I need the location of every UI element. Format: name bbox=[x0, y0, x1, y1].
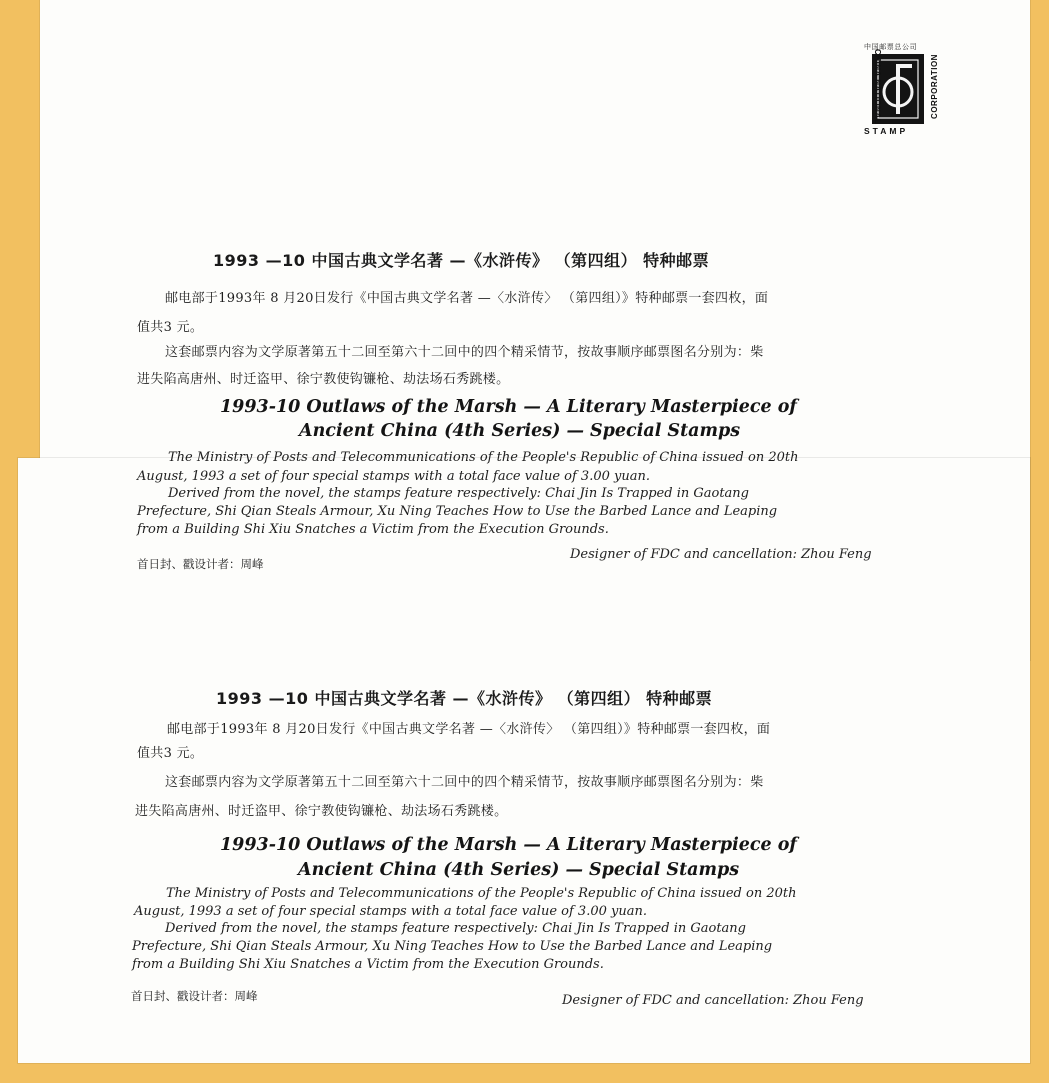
body-en-line1-top: The Ministry of Posts and Telecommunications of the People's Republic of China issued on 20th bbox=[168, 450, 799, 465]
body-en-line5-bottom: from a Building Shi Xiu Snatches a Victim from the Execution Grounds. bbox=[132, 957, 604, 972]
para2-line2-top: 进失陷高唐州、时迁盗甲、徐宁教使钩镰枪、劫法场石秀跳楼。 bbox=[137, 372, 510, 387]
body-en-line3-bottom: Derived from the novel, the stamps feature respectively: Chai Jin Is Trapped in Gaotang bbox=[165, 921, 746, 936]
body-en-line5-top: from a Building Shi Xiu Snatches a Victim from the Execution Grounds. bbox=[137, 522, 609, 537]
heading-cn-top: 1993 —10 中国古典文学名著 —《水浒传》 （第四组） 特种邮票 bbox=[213, 251, 710, 270]
para2-line2-bottom: 进失陷高唐州、时迁盗甲、徐宁教使钩镰枪、劫法场石秀跳楼。 bbox=[135, 804, 508, 819]
body-en-line4-bottom: Prefecture, Shi Qian Steals Armour, Xu Ning Teaches How to Use the Barbed Lance and Leaping bbox=[132, 939, 773, 954]
logo-bottom-text: STAMP bbox=[864, 126, 909, 136]
credit-cn-bottom: 首日封、戳设计者：周峰 bbox=[131, 989, 258, 1003]
credit-en-top: Designer of FDC and cancellation: Zhou Feng bbox=[570, 547, 872, 562]
title-en-line1-top: 1993-10 Outlaws of the Marsh — A Literary Masterpiece of bbox=[220, 397, 797, 417]
body-en-line4-top: Prefecture, Shi Qian Steals Armour, Xu Ning Teaches How to Use the Barbed Lance and Leaping bbox=[137, 504, 778, 519]
para1-line1-bottom: 邮电部于1993年 8 月20日发行《中国古典文学名著 —〈水浒传〉 （第四组）》特种邮票一套四枚，面 bbox=[167, 722, 771, 737]
logo-left-text: CHINA NATIONAL bbox=[873, 49, 882, 124]
para1-line2-top: 值共3 元。 bbox=[137, 320, 204, 335]
body-en-line1-bottom: The Ministry of Posts and Telecommunications of the People's Republic of China issued on 20th bbox=[166, 886, 797, 901]
title-en-line2-bottom: Ancient China (4th Series) — Special Stamps bbox=[298, 860, 740, 880]
heading-cn-bottom: 1993 —10 中国古典文学名著 —《水浒传》 （第四组） 特种邮票 bbox=[216, 689, 713, 708]
credit-cn-top: 首日封、戳设计者：周峰 bbox=[137, 557, 264, 571]
logo-right-text: CORPORATION bbox=[929, 54, 939, 119]
para2-line1-top: 这套邮票内容为文学原著第五十二回至第六十二回中的四个精采情节，按故事顺序邮票图名分别为：柴 bbox=[165, 345, 764, 360]
china-stamp-corporation-logo bbox=[860, 42, 944, 138]
para2-line1-bottom: 这套邮票内容为文学原著第五十二回至第六十二回中的四个精采情节，按故事顺序邮票图名分别为：柴 bbox=[165, 775, 764, 790]
para1-line1-top: 邮电部于1993年 8 月20日发行《中国古典文学名著 —〈水浒传〉 （第四组）》特种邮票一套四枚，面 bbox=[165, 291, 769, 306]
body-en-line2-bottom: August, 1993 a set of four special stamps with a total face value of 3.00 yuan. bbox=[134, 904, 647, 919]
body-en-line3-top: Derived from the novel, the stamps feature respectively: Chai Jin Is Trapped in Gaotang bbox=[168, 486, 749, 501]
body-en-line2-top: August, 1993 a set of four special stamps with a total face value of 3.00 yuan. bbox=[137, 469, 650, 484]
para1-line2-bottom: 值共3 元。 bbox=[137, 746, 204, 761]
logo-cn-name: 中国邮票总公司 bbox=[864, 43, 918, 51]
title-en-line2-top: Ancient China (4th Series) — Special Stamps bbox=[299, 421, 741, 441]
title-en-line1-bottom: 1993-10 Outlaws of the Marsh — A Literary Masterpiece of bbox=[220, 835, 797, 855]
credit-en-bottom: Designer of FDC and cancellation: Zhou Feng bbox=[562, 993, 864, 1008]
